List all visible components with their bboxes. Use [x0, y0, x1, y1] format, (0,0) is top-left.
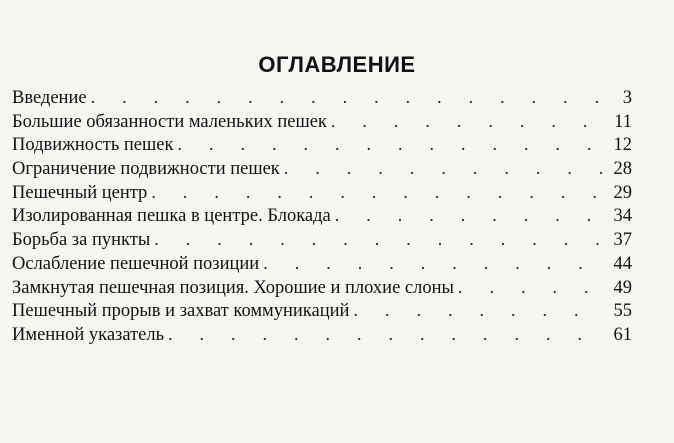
toc-entry [12, 204, 632, 228]
toc-entry-title: Пешечный центр [12, 182, 148, 203]
toc-entry [12, 181, 632, 205]
dot-leader [168, 323, 602, 346]
table-of-contents [12, 86, 632, 347]
toc-entry-title: Ограничение подвижности пешек [12, 159, 280, 180]
toc-entry-title: Подвижность пешек [12, 135, 174, 156]
toc-entry-page: 12 [613, 135, 632, 156]
toc-entry [12, 252, 632, 276]
toc-entry [12, 276, 632, 300]
dot-leader [458, 276, 602, 299]
toc-entry-title: Изолированная пешка в центре. Блокада [12, 206, 331, 227]
dot-leader [284, 157, 602, 180]
toc-entry [12, 299, 632, 323]
dot-leader [177, 133, 602, 156]
toc-entry [12, 133, 632, 157]
toc-entry [12, 86, 632, 110]
dot-leader [263, 252, 602, 275]
dot-leader [151, 181, 602, 204]
toc-entry-title: Введение [12, 88, 87, 108]
dot-leader [335, 204, 602, 227]
toc-entry [12, 110, 632, 134]
toc-entry-title: Пешечный прорыв и захват коммуникаций [12, 301, 350, 322]
toc-entry-page: 37 [613, 230, 632, 251]
toc-entry-page: 44 [613, 253, 632, 274]
toc-entry-title: Именной указатель [12, 324, 165, 345]
toc-entry-page: 55 [613, 301, 632, 322]
toc-entry-page: 3 [622, 88, 632, 108]
toc-entry-title: Замкнутая пешечная позиция. Хорошие и плохие слоны [12, 277, 454, 298]
dot-leader [154, 228, 602, 251]
toc-entry-title: Ослабление пешечной позиции [12, 253, 260, 274]
dot-leader [331, 110, 602, 133]
toc-entry-page: 61 [613, 324, 632, 345]
toc-entry-page: 29 [613, 182, 632, 203]
toc-entry [12, 228, 632, 252]
toc-entry [12, 157, 632, 181]
dot-leader [353, 299, 602, 322]
toc-entry [12, 323, 632, 347]
toc-entry-page: 34 [613, 206, 632, 227]
toc-entry-page: 11 [614, 111, 632, 132]
toc-entry-page: 28 [613, 159, 632, 180]
dot-leader [91, 86, 602, 109]
page-title: ОГЛАВЛЕНИЕ [258, 52, 416, 77]
toc-entry-title: Большие обязанности маленьких пешек [12, 111, 327, 132]
toc-entry-title: Борьба за пункты [12, 230, 151, 251]
toc-entry-page: 49 [613, 277, 632, 298]
